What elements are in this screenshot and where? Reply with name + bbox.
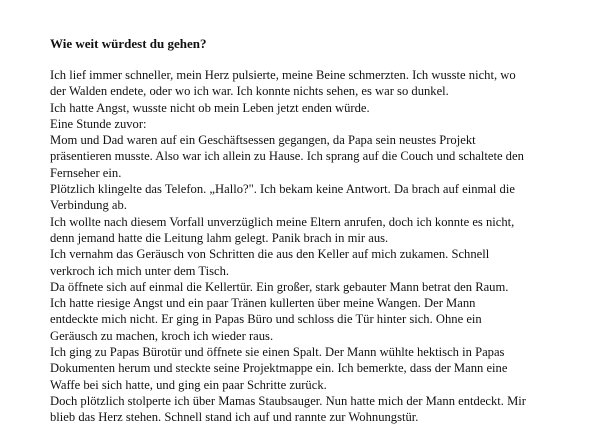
document-body [50, 67, 606, 426]
text-line: Fernseher ein. [50, 165, 122, 180]
text-line: verkroch ich mich unter dem Tisch. [50, 263, 230, 278]
text-line: Ich vernahm das Geräusch von Schritten die aus den Keller auf mich zukamen. Schnell [50, 247, 490, 262]
document-title: Wie weit würdest du gehen? [50, 36, 207, 51]
text-line: Doch plötzlich stolperte ich über Mamas Staubsauger. Nun hatte mich der Mann entdeckt. Mir [50, 393, 526, 408]
text-line: entdeckte mich nicht. Er ging in Papas Büro und schloss die Tür hinter sich. Ohne ein [50, 312, 482, 327]
text-line: Eine Stunde zuvor: [50, 116, 147, 131]
document-page [50, 36, 606, 426]
text-line: blieb das Herz stehen. Schnell stand ich auf und rannte zur Wohnungstür. [50, 410, 419, 425]
text-line: Mom und Dad waren auf ein Geschäftsessen gegangen, da Papa sein neustes Projekt [50, 133, 476, 148]
text-line: Geräusch zu machen, kroch ich wieder raus. [50, 328, 274, 343]
text-line: Ich lief immer schneller, mein Herz pulsierte, meine Beine schmerzten. Ich wusste nicht, wo [50, 68, 516, 82]
text-line: Ich hatte Angst, wusste nicht ob mein Leben jetzt enden würde. [50, 100, 370, 115]
text-line: Da öffnete sich auf einmal die Kellertür. Ein großer, stark gebauter Mann betrat den Raum. [50, 279, 509, 294]
text-line: Ich ging zu Papas Bürotür und öffnete sie einen Spalt. Der Mann wühlte hektisch in Papas [50, 345, 505, 360]
text-line: Plötzlich klingelte das Telefon. „Hallo?". Ich bekam keine Antwort. Da brach auf einmal die [50, 182, 515, 197]
text-line: Ich wollte nach diesem Vorfall unverzüglich meine Eltern anrufen, doch ich konnte es nicht, [50, 214, 515, 229]
text-line: Verbindung ab. [50, 198, 127, 213]
text-line: Waffe bei sich hatte, und ging ein paar Schritte zurück. [50, 377, 327, 392]
text-line: denn jemand hatte die Leitung lahm gelegt. Panik brach in mir aus. [50, 230, 389, 245]
text-line: Ich hatte riesige Angst und ein paar Tränen kullerten über meine Wangen. Der Mann [50, 296, 476, 311]
text-line: der Walden endete, oder wo ich war. Ich konnte nichts sehen, es war so dunkel. [50, 84, 449, 99]
text-line: Dokumenten herum und steckte seine Projektmappe ein. Ich bemerkte, dass der Mann eine [50, 361, 508, 376]
text-line: präsentieren musste. Also war ich allein zu Hause. Ich sprang auf die Couch und schaltete den [50, 149, 524, 164]
